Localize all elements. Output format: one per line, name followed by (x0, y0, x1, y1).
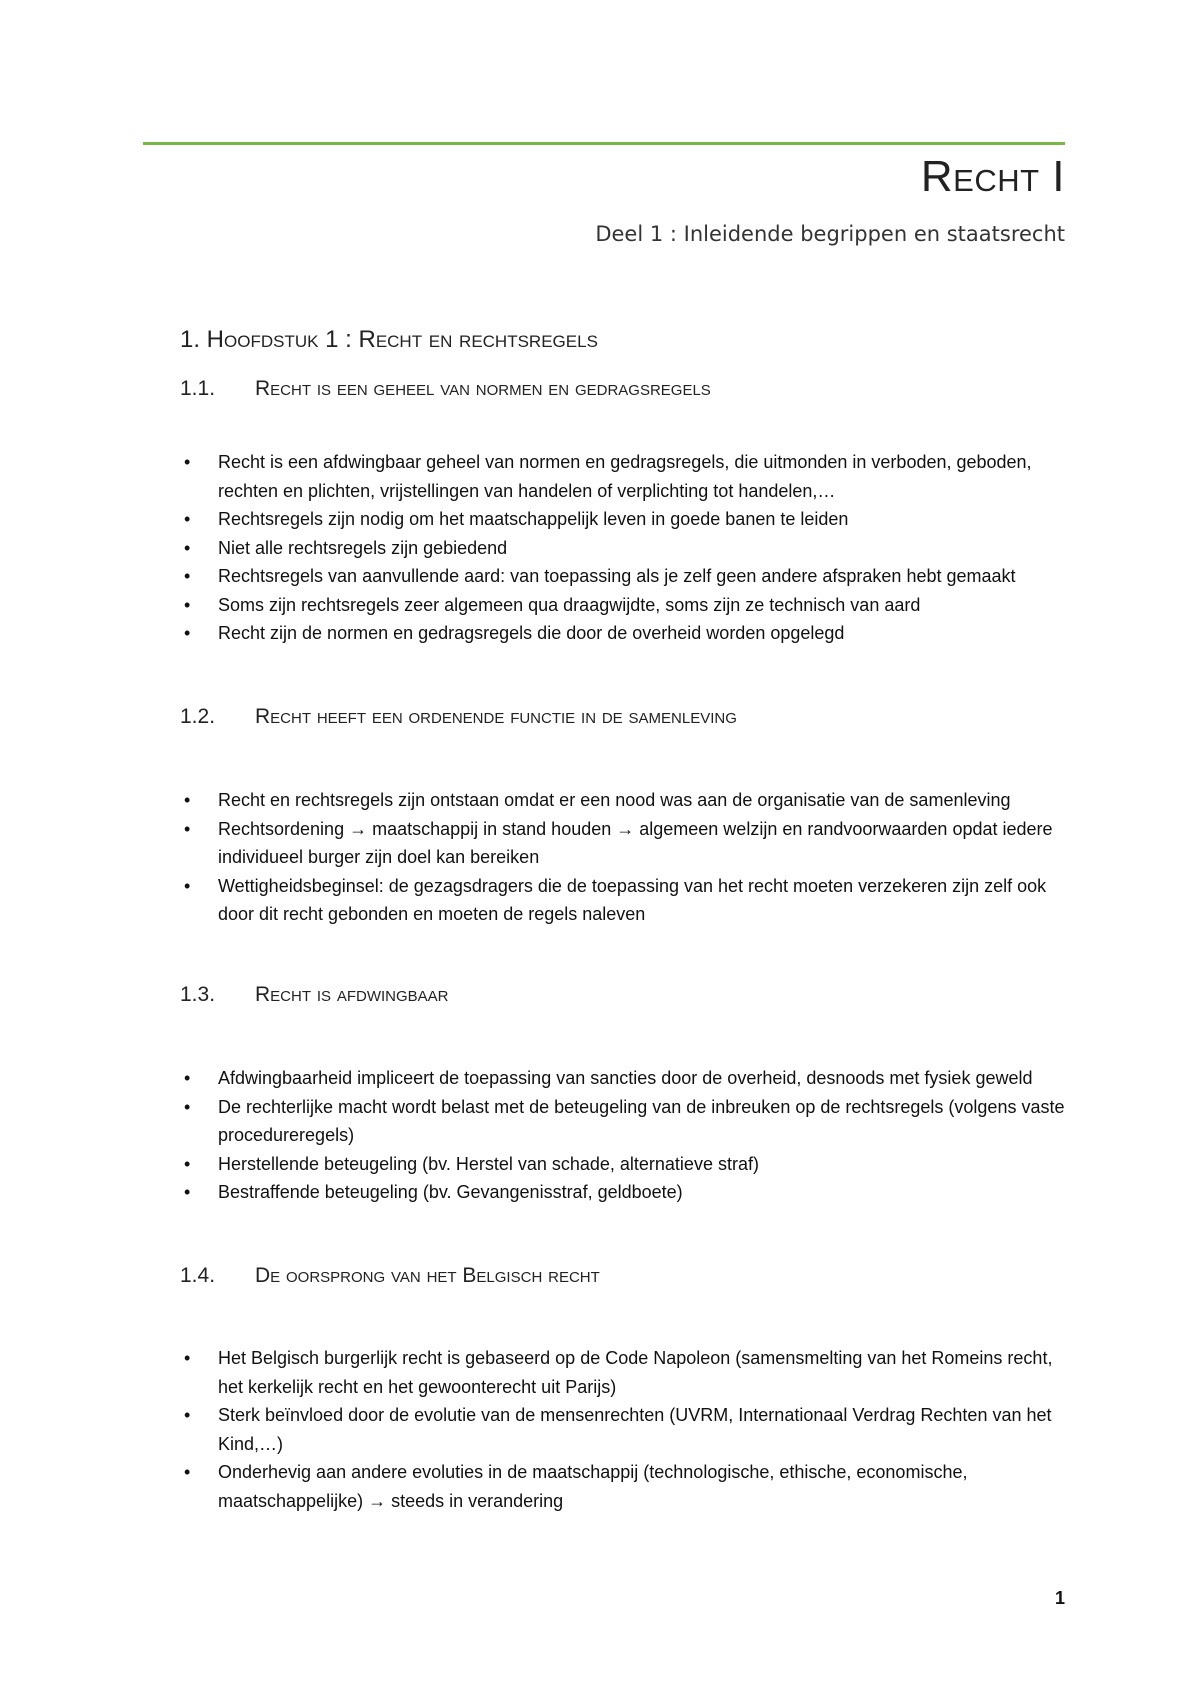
list-item-text: Sterk beïnvloed door de evolutie van de mensenrechten (UVRM, Internationaal Verdrag Rechten van het Kind,…) (218, 1405, 1052, 1454)
list-item-text: Het Belgisch burgerlijk recht is gebaseerd op de Code Napoleon (samensmelting van het Romeins recht, het kerkelijk recht en het gewoonterecht uit Parijs) (218, 1348, 1053, 1397)
list-item-text: Soms zijn rechtsregels zeer algemeen qua draagwijdte, soms zijn ze technisch van aard (218, 594, 921, 615)
section-heading (180, 377, 711, 401)
document-title: Recht I (920, 152, 1065, 201)
section-title: De oorsprong van het Belgisch recht (255, 1264, 600, 1287)
bullet-icon: • (184, 875, 191, 896)
list-item (180, 591, 1070, 620)
list-item (180, 562, 1070, 591)
bullet-list (180, 786, 1070, 929)
bullet-icon: • (184, 1068, 191, 1088)
bullet-icon: • (184, 509, 191, 529)
bullet-icon: • (184, 452, 191, 472)
bullet-icon: • (184, 1182, 191, 1202)
section-number: 1.2. (180, 705, 216, 728)
bullet-list (180, 1064, 1070, 1207)
header-rule (143, 142, 1065, 145)
bullet-icon: • (184, 537, 191, 558)
list-item-text: Onderhevig aan andere evoluties in de maatschappij (technologische, ethische, economische, maatschappelijke) → steeds in verandering (218, 1462, 968, 1511)
bullet-icon: • (184, 818, 191, 839)
list-item (180, 619, 1070, 648)
section-number: 1.1. (180, 377, 216, 400)
list-item-text: Afdwingbaarheid impliceert de toepassing van sancties door de overheid, desnoods met fysiek geweld (218, 1068, 1033, 1088)
list-item (180, 1401, 1070, 1458)
list-item (180, 815, 1070, 872)
bullet-icon: • (184, 623, 191, 643)
list-item-text: Rechtsordening → maatschappij in stand houden → algemeen welzijn en randvoorwaarden opdat iedere individueel burger zijn doel kan bereiken (218, 818, 1053, 867)
list-item-text: Niet alle rechtsregels zijn gebiedend (218, 537, 508, 558)
list-item-text: Recht is een afdwingbaar geheel van normen en gedragsregels, die uitmonden in verboden, geboden, rechten en plichten, vrijstellingen van handelen of verplichting tot handelen,… (218, 452, 1032, 501)
list-item (180, 1178, 1070, 1207)
list-item (180, 534, 1070, 563)
section-number: 1.3. (180, 983, 216, 1006)
bullet-list (180, 448, 1070, 648)
list-item (180, 1458, 1070, 1515)
bullet-icon: • (184, 1405, 191, 1425)
bullet-icon: • (184, 790, 191, 810)
list-item-text: Herstellende beteugeling (bv. Herstel van schade, alternatieve straf) (218, 1153, 759, 1174)
bullet-icon: • (184, 1462, 191, 1482)
list-item (180, 786, 1070, 815)
list-item (180, 448, 1070, 505)
chapter-heading: 1. Hoofdstuk 1 : Recht en rechtsregels (180, 326, 598, 353)
list-item (180, 505, 1070, 534)
list-item-text: Rechtsregels zijn nodig om het maatschappelijk leven in goede banen te leiden (218, 509, 849, 529)
section-heading (180, 1264, 600, 1288)
list-item-text: Bestraffende beteugeling (bv. Gevangenisstraf, geldboete) (218, 1182, 683, 1202)
page-number: 1 (1054, 1588, 1065, 1608)
section-title: Recht is afdwingbaar (255, 983, 449, 1006)
bullet-icon: • (184, 1153, 191, 1174)
list-item-text: Wettigheidsbeginsel: de gezagsdragers die de toepassing van het recht moeten verzekeren zijn zelf ook door dit recht gebonden en moeten de regels naleven (218, 875, 1047, 924)
list-item (180, 1064, 1070, 1093)
section-title: Recht heeft een ordenende functie in de samenleving (255, 705, 737, 728)
bullet-icon: • (184, 1348, 191, 1368)
bullet-icon: • (184, 594, 191, 615)
section-heading (180, 983, 449, 1007)
list-item (180, 1150, 1070, 1179)
bullet-list (180, 1344, 1070, 1515)
section-number: 1.4. (180, 1264, 216, 1287)
list-item-text: Rechtsregels van aanvullende aard: van toepassing als je zelf geen andere afspraken hebt gemaakt (218, 566, 1016, 586)
list-item-text: De rechterlijke macht wordt belast met de beteugeling van de inbreuken op de rechtsregels (volgens vaste procedureregels) (218, 1096, 1065, 1145)
list-item (180, 1093, 1070, 1150)
list-item-text: Recht zijn de normen en gedragsregels die door de overheid worden opgelegd (218, 623, 845, 643)
bullet-icon: • (184, 566, 191, 586)
list-item-text: Recht en rechtsregels zijn ontstaan omdat er een nood was aan de organisatie van de samenleving (218, 790, 1011, 810)
section-heading (180, 705, 737, 729)
list-item (180, 872, 1070, 929)
bullet-icon: • (184, 1096, 191, 1117)
section-title: Recht is een geheel van normen en gedragsregels (255, 377, 711, 400)
document-subtitle: Deel 1 : Inleidende begrippen en staatsrecht (595, 222, 1065, 246)
list-item (180, 1344, 1070, 1401)
